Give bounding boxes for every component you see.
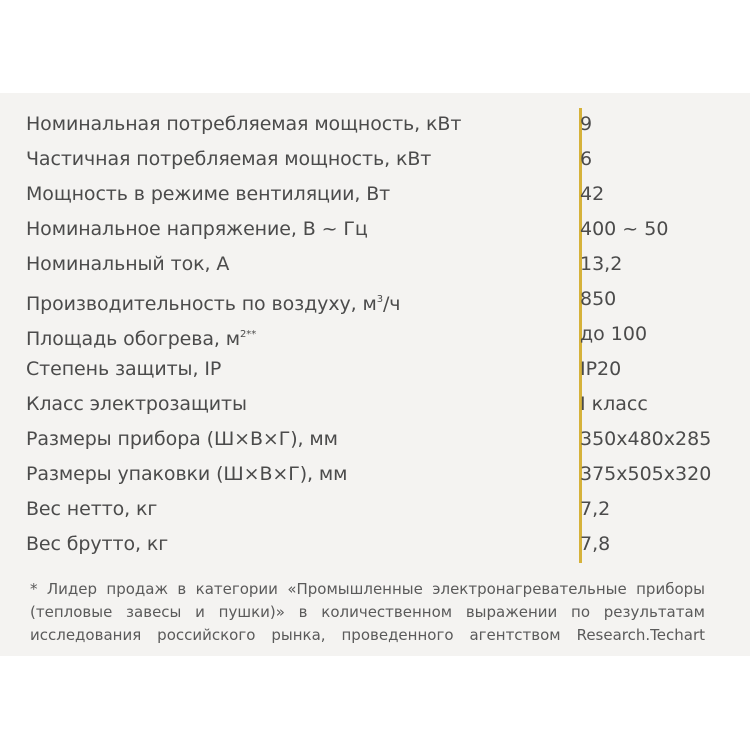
spec-label-suffix: /ч [383, 293, 401, 315]
footnote-line: * Лидер продаж в категории «Промышленные электронагревательные приборы [30, 580, 705, 598]
spec-label [26, 282, 400, 322]
superscript: 2** [240, 329, 257, 340]
spec-value: 350x480x285 [580, 428, 712, 450]
spec-label: Номинальная потребляемая мощность, кВт [26, 113, 462, 135]
spec-label [26, 317, 256, 357]
spec-value: 9 [580, 113, 593, 135]
spec-row [26, 422, 750, 457]
spec-row [26, 212, 750, 247]
spec-value: 400 ~ 50 [580, 218, 669, 240]
spec-label: Номинальное напряжение, В ~ Гц [26, 218, 368, 240]
spec-value: 42 [580, 183, 605, 205]
spec-row [26, 352, 750, 387]
spec-value: 7,8 [580, 533, 611, 555]
spec-sheet [0, 93, 750, 656]
spec-row [26, 107, 750, 142]
spec-row [26, 247, 750, 282]
spec-label: Частичная потребляемая мощность, кВт [26, 148, 432, 170]
spec-label: Размеры упаковки (Ш×В×Г), мм [26, 463, 348, 485]
spec-row [26, 387, 750, 422]
spec-label: Степень защиты, IP [26, 358, 222, 380]
spec-label: Мощность в режиме вентиляции, Вт [26, 183, 391, 205]
spec-label-text: Площадь обогрева, м [26, 328, 241, 350]
spec-value: 6 [580, 148, 593, 170]
spec-value: 375x505x320 [580, 463, 712, 485]
spec-label: Вес брутто, кг [26, 533, 169, 555]
spec-value: 13,2 [580, 253, 623, 275]
spec-row [26, 177, 750, 212]
spec-label: Вес нетто, кг [26, 498, 158, 520]
spec-row [26, 317, 750, 352]
spec-value: I класс [580, 393, 648, 415]
spec-label: Номинальный ток, А [26, 253, 230, 275]
spec-row [26, 142, 750, 177]
spec-value: до 100 [580, 323, 648, 345]
spec-value: 7,2 [580, 498, 611, 520]
footnote-line: (тепловые завесы и пушки)» в количественном выражении по результатам [30, 603, 705, 621]
spec-label: Размеры прибора (Ш×В×Г), мм [26, 428, 338, 450]
spec-value: IP20 [580, 358, 622, 380]
spec-value: 850 [580, 288, 617, 310]
spec-row [26, 527, 750, 562]
spec-row [26, 492, 750, 527]
footnote [30, 578, 705, 647]
spec-label: Класс электрозащиты [26, 393, 247, 415]
spec-label-text: Производительность по воздуху, м [26, 293, 377, 315]
spec-row [26, 282, 750, 317]
footnote-line: исследования российского рынка, проведенного агентством Research.Techart [30, 626, 705, 644]
spec-row [26, 457, 750, 492]
superscript: 3 [376, 294, 383, 305]
